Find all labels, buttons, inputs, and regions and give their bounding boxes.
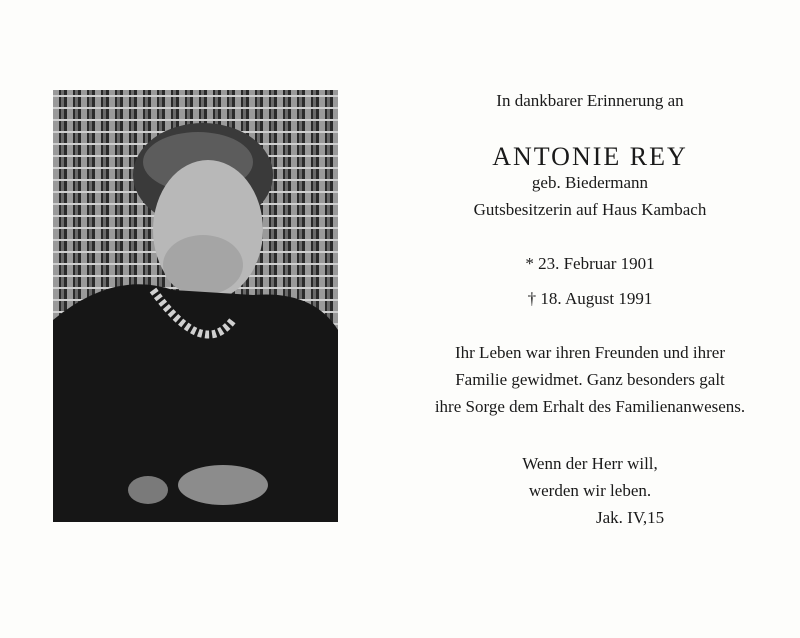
- text-column: [410, 0, 770, 638]
- quote-line-2: werden wir leben.: [528, 481, 652, 500]
- deceased-name: ANTONIE REY: [492, 142, 688, 171]
- intro-text: In dankbarer Erinnerung an: [496, 91, 684, 110]
- quote-line-1: Wenn der Herr will,: [522, 454, 658, 473]
- quote-reference: Jak. IV,15: [596, 508, 665, 527]
- portrait-image: [53, 90, 338, 522]
- tribute-line-1: Ihr Leben war ihren Freunden und ihrer: [454, 343, 725, 362]
- tribute-line-2: Familie gewidmet. Ganz besonders galt: [455, 370, 725, 389]
- occupation-text: Gutsbesitzerin auf Haus Kambach: [473, 200, 707, 219]
- death-date: † 18. August 1991: [527, 289, 653, 308]
- birth-date: * 23. Februar 1901: [525, 254, 655, 273]
- portrait-photo: [53, 90, 338, 522]
- maiden-name: geb. Biedermann: [531, 173, 649, 192]
- tribute-line-3: ihre Sorge dem Erhalt des Familienanwesens.: [434, 397, 746, 416]
